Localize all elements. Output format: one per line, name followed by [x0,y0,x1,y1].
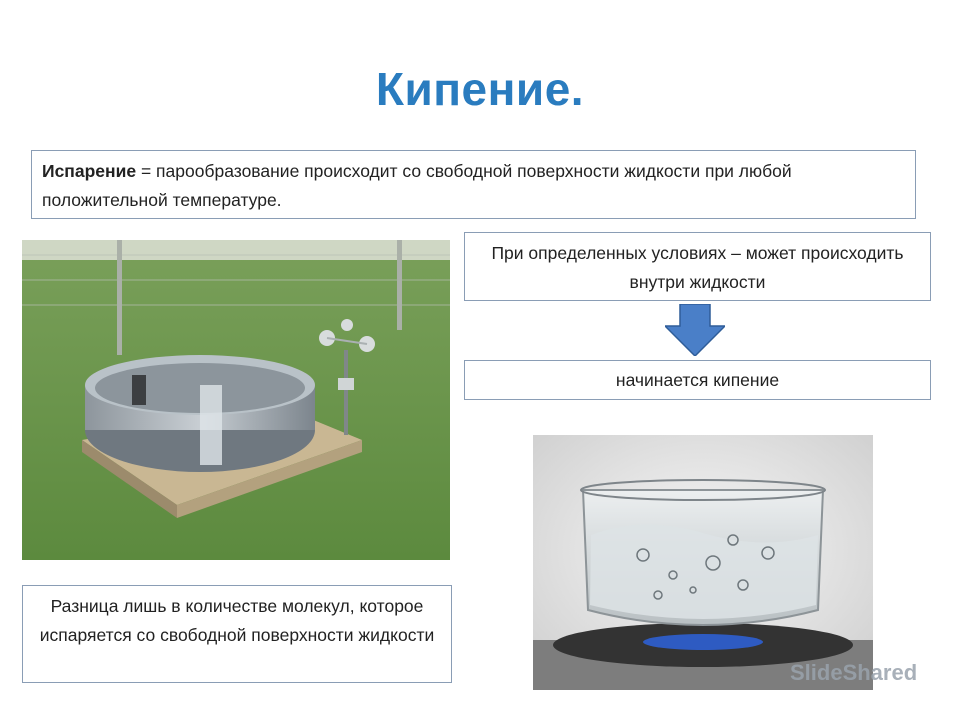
condition-box: При определенных условиях – может происходить внутри жидкости [464,232,931,301]
evaporation-pan-photo [22,240,450,560]
definition-text: = парообразование происходит со свободной поверхности жидкости при любой положительной температуре. [42,161,792,210]
slide-title: Кипение. [375,63,585,115]
watermark-logo: SlideShared [790,660,918,685]
boiling-start-box: начинается кипение [464,360,931,400]
boiling-water-photo [533,435,873,690]
definition-term: Испарение [42,161,137,181]
definition-box [31,150,916,219]
arrow-down-icon [665,304,725,356]
difference-box: Разница лишь в количестве молекул, которое испаряется со свободной поверхности жидкости [22,585,452,683]
